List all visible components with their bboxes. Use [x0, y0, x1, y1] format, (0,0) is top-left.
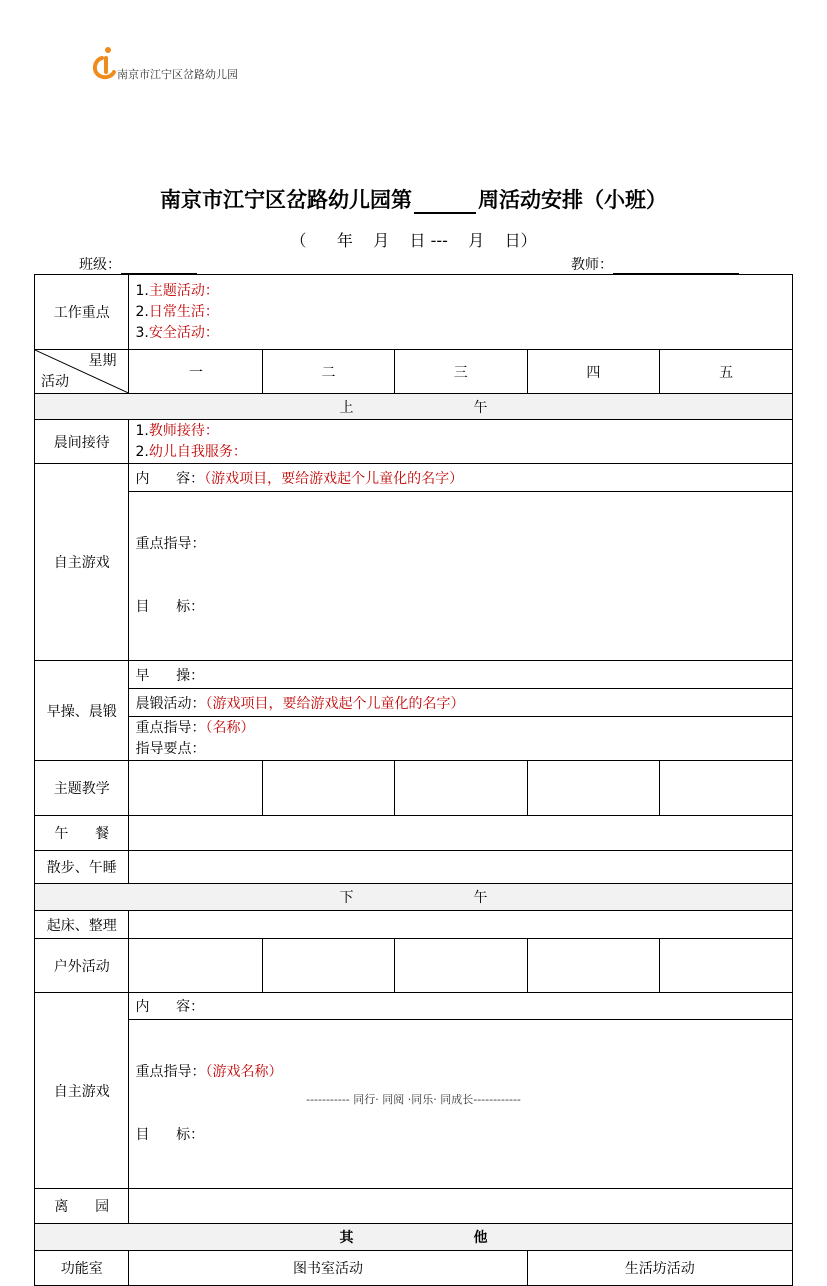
library-cell[interactable]: [129, 1251, 527, 1286]
work-focus-row: [35, 275, 793, 350]
free-play-row-2: [35, 492, 793, 661]
footer-motto: ----------- 同行· 同阅 ·同乐· 同成长------------: [306, 1093, 521, 1106]
morning-exercise-label: 早 操：: [135, 667, 205, 684]
focus-theme: 主题活动：: [148, 282, 219, 299]
teacher-label: 教师：: [571, 257, 613, 273]
teacher-field: [571, 254, 739, 274]
focus-num-2: 2.: [135, 303, 149, 320]
pm-free-play-row-1: [35, 993, 793, 1020]
pm-free-play-label: 自主游戏: [35, 993, 129, 1189]
diagonal-header-cell: [35, 350, 129, 394]
exercise-label: 早操、晨锻: [35, 661, 129, 761]
life-workshop-cell[interactable]: [527, 1251, 792, 1286]
exercise-guide[interactable]: [129, 717, 793, 761]
outdoor-tue-cell[interactable]: [263, 939, 395, 993]
arrival-row: [35, 420, 793, 464]
afternoon-char-1: 下: [339, 890, 354, 906]
title-part1: 南京市江宁区岔路幼儿园第: [160, 188, 412, 212]
arrival-content[interactable]: [129, 420, 793, 464]
lunch-cell[interactable]: [129, 816, 793, 851]
exercise-activity-note: （游戏项目，要给游戏起个儿童化的名字）: [205, 695, 465, 712]
class-field: [79, 254, 197, 274]
morning-char-2: 午: [473, 399, 488, 416]
arrival-num-2: 2.: [135, 443, 149, 460]
weekday-mon: 一: [129, 350, 263, 394]
theme-teaching-row: [35, 761, 793, 816]
pm-guide-label: 重点指导：: [135, 1064, 206, 1080]
nap-cell[interactable]: [129, 851, 793, 884]
theme-fri-cell[interactable]: [660, 761, 793, 816]
function-room-row: [35, 1251, 793, 1286]
weekday-header-row: [35, 350, 793, 394]
work-focus-label: 工作重点: [35, 275, 129, 350]
exercise-activity[interactable]: [129, 689, 793, 717]
morning-band-row: [35, 394, 793, 420]
pm-guide-note: （游戏名称）: [205, 1064, 283, 1080]
weekly-plan-table: [34, 274, 793, 1286]
free-play-row-1: [35, 464, 793, 492]
free-play-content[interactable]: [129, 464, 793, 492]
function-room-label: 功能室: [35, 1251, 129, 1286]
theme-mon-cell[interactable]: [129, 761, 263, 816]
diag-activity-label: 活动: [41, 374, 69, 390]
leave-cell[interactable]: [129, 1189, 793, 1224]
focus-daily-life: 日常生活：: [148, 303, 219, 320]
outdoor-wed-cell[interactable]: [394, 939, 527, 993]
wakeup-label: 起床、整理: [35, 911, 129, 939]
nap-row: [35, 851, 793, 884]
arrival-self-service: 幼儿自我服务：: [148, 443, 247, 460]
exercise-row-2: [35, 689, 793, 717]
diag-weekday-label: 星期: [88, 353, 117, 369]
morning-char-1: 上: [339, 399, 354, 416]
arrival-num-1: 1.: [135, 422, 149, 439]
exercise-guide-note: （名称）: [205, 719, 255, 736]
pm-goal-label: 目 标：: [135, 1127, 205, 1143]
focus-num-1: 1.: [135, 282, 149, 299]
outdoor-thu-cell[interactable]: [527, 939, 660, 993]
class-label: 班级：: [79, 257, 121, 273]
week-number-blank[interactable]: [414, 190, 476, 214]
wakeup-row: [35, 911, 793, 939]
work-focus-content[interactable]: [129, 275, 793, 350]
afternoon-band: [35, 884, 793, 911]
pm-content-label: 内 容：: [135, 999, 205, 1015]
afternoon-char-2: 午: [473, 890, 488, 906]
weekday-wed: 三: [394, 350, 527, 394]
outdoor-row: [35, 939, 793, 993]
other-char-1: 其: [339, 1230, 354, 1246]
exercise-guide-label: 重点指导：: [135, 719, 206, 736]
weekday-thu: 四: [527, 350, 660, 394]
logo-text: 南京市江宁区岔路幼儿园: [117, 68, 238, 81]
theme-wed-cell[interactable]: [394, 761, 527, 816]
exercise-points-label: 指导要点：: [135, 740, 206, 757]
other-band: [35, 1224, 793, 1251]
other-char-2: 他: [473, 1230, 488, 1246]
morning-exercise[interactable]: [129, 661, 793, 689]
pm-free-play-content[interactable]: [129, 993, 793, 1020]
lunch-row: [35, 816, 793, 851]
nap-label: 散步、午睡: [35, 851, 129, 884]
teacher-blank[interactable]: [613, 258, 739, 274]
exercise-row-1: [35, 661, 793, 689]
life-workshop-label: 生活坊活动: [624, 1261, 695, 1277]
lunch-label: 午 餐: [35, 816, 129, 851]
exercise-activity-label: 晨锻活动：: [135, 695, 206, 712]
focus-safety: 安全活动：: [148, 324, 219, 341]
class-blank[interactable]: [121, 258, 197, 274]
outdoor-fri-cell[interactable]: [660, 939, 793, 993]
morning-band: [35, 394, 793, 420]
leave-row: [35, 1189, 793, 1224]
free-play-content-note: （游戏项目，要给游戏起个儿童化的名字）: [204, 470, 464, 487]
weekday-tue: 二: [263, 350, 395, 394]
wakeup-cell[interactable]: [129, 911, 793, 939]
date-range: （ 年 月 日 --- 月 日）: [290, 231, 537, 250]
arrival-label: 晨间接待: [35, 420, 129, 464]
title-part2: 周活动安排（小班）: [478, 188, 667, 212]
theme-tue-cell[interactable]: [263, 761, 395, 816]
free-play-label: 自主游戏: [35, 464, 129, 661]
theme-thu-cell[interactable]: [527, 761, 660, 816]
outdoor-label: 户外活动: [35, 939, 129, 993]
exercise-row-3: [35, 717, 793, 761]
leave-label: 离 园: [35, 1189, 129, 1224]
page-title: [0, 184, 827, 214]
other-band-row: [35, 1224, 793, 1251]
free-play-guide-label: 重点指导：: [135, 536, 206, 552]
focus-num-3: 3.: [135, 324, 149, 341]
free-play-content-label: 内 容：: [135, 470, 205, 487]
library-label: 图书室活动: [293, 1261, 364, 1277]
afternoon-band-row: [35, 884, 793, 911]
arrival-teacher: 教师接待：: [148, 422, 219, 439]
outdoor-mon-cell[interactable]: [129, 939, 263, 993]
theme-teaching-label: 主题教学: [35, 761, 129, 816]
free-play-guide[interactable]: [129, 492, 793, 661]
weekday-fri: 五: [660, 350, 793, 394]
free-play-goal-label: 目 标：: [135, 599, 205, 615]
